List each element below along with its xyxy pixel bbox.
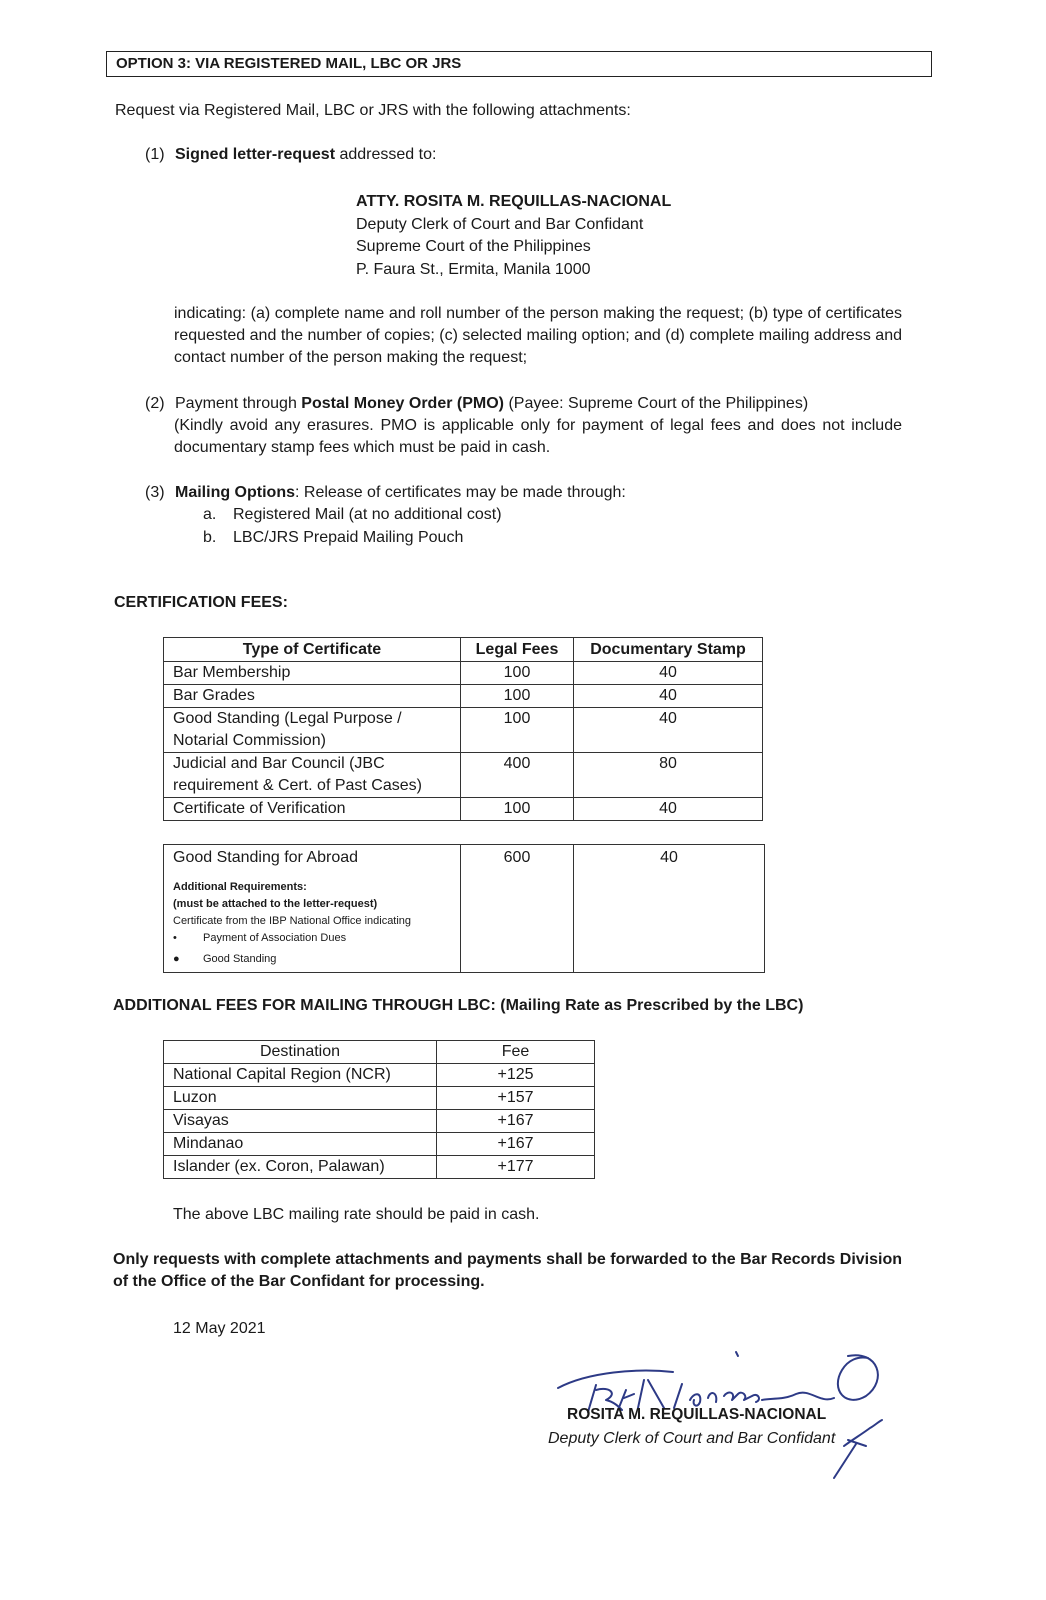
addressee-position: Deputy Clerk of Court and Bar Confidant [356,215,644,233]
item-2-note: (Kindly avoid any erasures. PMO is applicable only for payment of legal fees and does not include documentary stamp fees which must be paid in cash. [174,417,902,456]
table-row: Bar Membership 100 40 [164,662,763,685]
item-3-number: (3) [145,484,165,501]
table-row: Good Standing (Legal Purpose / Notarial Commission) 100 40 [164,708,763,753]
item-3 [145,482,626,504]
requirements-text: Certificate from the IBP National Office indicating [173,915,412,927]
addressee-office: Supreme Court of the Philippines [356,238,591,255]
column-header: Legal Fees [461,638,574,662]
abroad-type: Good Standing for Abroad [173,849,359,866]
addressee-address: P. Faura St., Ermita, Manila 1000 [356,260,591,278]
lbc-fees-heading: ADDITIONAL FEES FOR MAILING THROUGH LBC: (Mailing Rate as Prescribed by the LBC) [113,997,804,1014]
table-row: Visayas +167 [164,1110,595,1133]
closing-statement: Only requests with complete attachments and payments shall be forwarded to the Bar Records Division of the Office of the Bar Confidant for processing. [113,1251,902,1290]
table-row: Luzon +157 [164,1087,595,1110]
table-header-row [164,1041,595,1064]
item-3-rest: : Release of certificates may be made through: [295,484,626,501]
requirements-subtitle: (must be attached to the letter-request) [173,898,378,910]
intro-text: Request via Registered Mail, LBC or JRS with the following attachments: [115,102,631,119]
document-date: 12 May 2021 [173,1320,266,1337]
bullet-icon: ● [173,953,180,965]
item-3-bold: Mailing Options [175,484,295,501]
certification-fees-table [163,637,763,821]
item-1-indicating: indicating: (a) complete name and roll number of the person making the request; (b) type of certificates requested and the number of copies; (c) selected mailing option; and (d) complete mailing address and contact number of the person making the request; [174,305,902,366]
abroad-stamp-fee: 40 [574,845,765,973]
column-header: Type of Certificate [164,638,461,662]
abroad-type-cell [164,845,461,973]
item-1-number: (1) [145,146,165,163]
table-row: Bar Grades 100 40 [164,685,763,708]
bullet-icon: • [173,932,177,944]
item-2-number: (2) [145,395,165,412]
column-header: Documentary Stamp [574,638,763,662]
signatory-name: ROSITA M. REQUILLAS-NACIONAL [567,1406,827,1423]
item-1-bold: Signed letter-request [175,146,336,163]
addressee-name: ATTY. ROSITA M. REQUILLAS-NACIONAL [356,193,672,210]
table-row: Judicial and Bar Council (JBC requirement & Cert. of Past Cases) 400 80 [164,753,763,798]
certification-fees-heading: CERTIFICATION FEES: [114,594,288,611]
abroad-legal-fee: 600 [461,845,574,973]
item-2 [145,393,808,415]
lbc-note: The above LBC mailing rate should be paid in cash. [173,1206,540,1223]
table-row: Islander (ex. Coron, Palawan) +177 [164,1156,595,1179]
column-header: Destination [164,1041,437,1064]
item-2-post: (Payee: Supreme Court of the Philippines) [504,395,809,412]
abroad-fees-table [163,844,765,973]
item-1 [145,144,436,166]
table-row: Certificate of Verification 100 40 [164,798,763,821]
table-header-row [164,638,763,662]
table-row: Mindanao +167 [164,1133,595,1156]
mailing-option-a: a. Registered Mail (at no additional cost) [203,506,502,523]
mailing-option-b: b. LBC/JRS Prepaid Mailing Pouch [203,529,464,546]
signatory-title: Deputy Clerk of Court and Bar Confidant [548,1430,836,1447]
item-2-bold: Postal Money Order (PMO) [301,395,504,412]
requirement-bullet: • Payment of Association Dues [173,930,451,947]
table-row [164,845,765,973]
item-2-pre: Payment through [175,395,302,412]
column-header: Fee [437,1041,595,1064]
requirements-title: Additional Requirements: [173,881,307,893]
item-1-rest: addressed to: [335,146,437,163]
lbc-fees-table [163,1040,595,1179]
requirement-bullet: ● Good Standing [173,951,451,968]
addressee-block [356,191,671,281]
option-title: OPTION 3: VIA REGISTERED MAIL, LBC OR JRS [106,51,932,77]
table-row: National Capital Region (NCR) +125 [164,1064,595,1087]
